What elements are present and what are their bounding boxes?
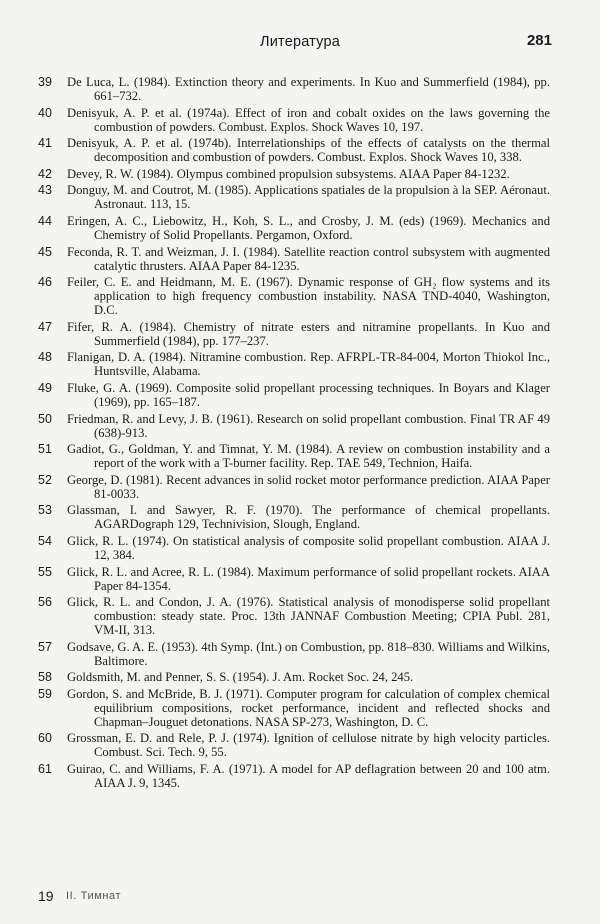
- reference-item: [0, 687, 550, 729]
- reference-text: Glick, R. L. and Acree, R. L. (1984). Maximum performance of solid propellant rockets. AIAA Paper 84-1354.: [67, 564, 550, 593]
- reference-number: 40: [38, 105, 52, 120]
- reference-number: 58: [38, 670, 52, 685]
- reference-number: 60: [38, 731, 52, 746]
- reference-list: [0, 75, 600, 793]
- reference-text: Denisyuk, A. P. et al. (1974a). Effect of iron and cobalt oxides on the laws governing the combustion of powders. Combust. Explos. Shock Waves 10, 197.: [67, 105, 550, 134]
- reference-text: Guirao, C. and Williams, F. A. (1971). A model for AP deflagration between 20 and 100 atm. AIAA J. 9, 1345.: [67, 762, 550, 791]
- reference-item: [0, 183, 550, 211]
- page-header: [0, 30, 600, 52]
- reference-item: [0, 442, 550, 470]
- reference-text: George, D. (1981). Recent advances in solid rocket motor performance prediction. AIAA Paper 81-0033.: [67, 472, 550, 501]
- reference-number: 53: [38, 503, 52, 518]
- reference-number: 61: [38, 762, 52, 777]
- reference-number: 44: [38, 213, 52, 228]
- reference-item: [0, 214, 550, 242]
- reference-item: [0, 136, 550, 164]
- reference-item: [0, 106, 550, 134]
- reference-text: Glassman, I. and Sawyer, R. F. (1970). The performance of chemical propellants. AGARDograph 129, Technivision, Slough, England.: [67, 503, 550, 532]
- reference-item: [0, 640, 550, 668]
- reference-item: [0, 320, 550, 348]
- reference-number: 43: [38, 183, 52, 198]
- reference-number: 48: [38, 350, 52, 365]
- signature-number: 19: [38, 888, 54, 904]
- reference-number: 54: [38, 533, 52, 548]
- reference-text: Grossman, E. D. and Rele, P. J. (1974). Ignition of cellulose nitrate by high velocity particles. Combust. Sci. Tech. 9, 55.: [67, 731, 550, 760]
- reference-text: Friedman, R. and Levy, J. B. (1961). Research on solid propellant combustion. Final TR AF 49 (638)-913.: [67, 411, 550, 440]
- running-title: Литература: [260, 34, 340, 50]
- reference-item: [0, 565, 550, 593]
- reference-number: 41: [38, 136, 52, 151]
- reference-text: Fluke, G. A. (1969). Composite solid propellant processing techniques. In Boyars and Klager (1969), pp. 165–187.: [67, 380, 550, 409]
- reference-item: [0, 670, 550, 684]
- reference-number: 46: [38, 275, 52, 290]
- reference-text: Fifer, R. A. (1984). Chemistry of nitrate esters and nitramine propellants. In Kuo and Summerfield (1984), pp. 177–237.: [67, 319, 550, 348]
- reference-text: Goldsmith, M. and Penner, S. S. (1954). J. Am. Rocket Soc. 24, 245.: [67, 670, 414, 685]
- reference-number: 55: [38, 564, 52, 579]
- page-number: 281: [526, 32, 552, 49]
- reference-text: De Luca, L. (1984). Extinction theory and experiments. In Kuo and Summerfield (1984), pp. 661–732.: [67, 75, 550, 103]
- reference-text: Godsave, G. A. E. (1953). 4th Symp. (Int.) on Combustion, pp. 818–830. Williams and Wilkins, Baltimore.: [67, 639, 551, 668]
- reference-number: 49: [38, 380, 52, 395]
- reference-item: [0, 473, 550, 501]
- reference-item: [0, 595, 550, 637]
- reference-item: [0, 381, 550, 409]
- reference-number: 47: [38, 319, 52, 334]
- reference-number: 51: [38, 442, 52, 457]
- reference-item: [0, 762, 550, 790]
- reference-number: 42: [38, 166, 52, 181]
- reference-item: [0, 75, 550, 103]
- reference-item: [0, 731, 550, 759]
- reference-item: [0, 534, 550, 562]
- reference-number: 50: [38, 411, 52, 426]
- reference-item: [0, 503, 550, 531]
- reference-text: Gadiot, G., Goldman, Y. and Timnat, Y. M. (1984). A review on combustion instability and a report of the work with a T-burner facility. Rep. TAE 549, Technion, Haifa.: [67, 442, 550, 471]
- reference-number: 52: [38, 472, 52, 487]
- reference-text: Feiler, C. E. and Heidmann, M. E. (1967). Dynamic response of GH₂ flow systems and its application to high frequency combustion instability. NASA TND-4040, Washington, D.C.: [67, 275, 550, 318]
- reference-number: 56: [38, 595, 52, 610]
- reference-item: [0, 275, 550, 317]
- reference-item: [0, 350, 550, 378]
- reference-number: 45: [38, 244, 52, 259]
- reference-text: Gordon, S. and McBride, B. J. (1971). Computer program for calculation of complex chemical equilibrium compositions, rocket performance, incident and reflected shocks and Chapman–Jouguet detonations. NASA SP-273, Washington, D. C.: [67, 686, 550, 729]
- reference-number: 59: [38, 686, 52, 701]
- signature-text: II. Тимнат: [66, 890, 122, 902]
- reference-item: [0, 167, 550, 181]
- reference-item: [0, 412, 550, 440]
- reference-text: Donguy, M. and Coutrot, M. (1985). Applications spatiales de la propulsion à la SEP. Aéronaut. Astronaut. 113, 15.: [67, 183, 550, 212]
- reference-text: Flanigan, D. A. (1984). Nitramine combustion. Rep. AFRPL-TR-84-004, Morton Thiokol Inc., Huntsville, Alabama.: [67, 350, 550, 379]
- reference-number: 39: [38, 75, 52, 89]
- reference-text: Eringen, A. C., Liebowitz, H., Koh, S. L., and Crosby, J. M. (eds) (1969). Mechanics and Chemistry of Solid Propellants. Pergamon, Oxford.: [67, 213, 550, 242]
- reference-text: Devey, R. W. (1984). Olympus combined propulsion subsystems. AIAA Paper 84-1232.: [67, 166, 510, 181]
- reference-text: Glick, R. L. and Condon, J. A. (1976). Statistical analysis of monodisperse solid propellant combustion: steady state. Proc. 13th JANNAF Combustion Meeting; CPIA Publ. 281, VM-II, 313.: [67, 595, 550, 638]
- reference-number: 57: [38, 639, 52, 654]
- reference-text: Glick, R. L. (1974). On statistical analysis of composite solid propellant combustion. AIAA J. 12, 384.: [67, 533, 550, 562]
- reference-text: Denisyuk, A. P. et al. (1974b). Interrelationships of the effects of catalysts on the thermal decomposition and combustion of powders. Combust. Explos. Shock Waves 10, 338.: [67, 136, 550, 165]
- reference-item: [0, 245, 550, 273]
- reference-text: Feconda, R. T. and Weizman, J. I. (1984). Satellite reaction control subsystem with augmented catalytic thrusters. AIAA Paper 84-1235.: [67, 244, 550, 273]
- page-footer: [38, 888, 238, 908]
